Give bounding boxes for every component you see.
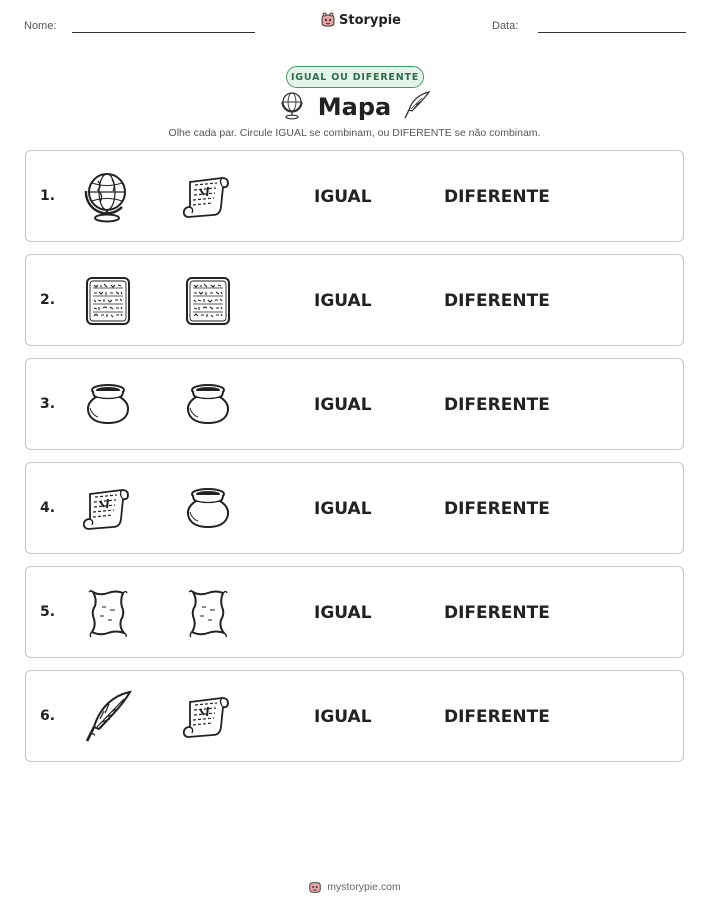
instructions: Olhe cada par. Circule IGUAL se combinam, ou DIFERENTE se não combinam. bbox=[168, 127, 541, 139]
name-field[interactable] bbox=[72, 32, 255, 33]
question-row-4 bbox=[25, 462, 684, 554]
option-diferente[interactable]: DIFERENTE bbox=[444, 187, 550, 207]
option-igual[interactable]: IGUAL bbox=[314, 291, 372, 311]
page-title: Mapa bbox=[317, 93, 392, 121]
pot-icon bbox=[180, 481, 236, 537]
option-diferente[interactable]: DIFERENTE bbox=[444, 499, 550, 519]
date-field[interactable] bbox=[538, 32, 686, 33]
question-number: 2. bbox=[40, 292, 56, 308]
question-number: 5. bbox=[40, 604, 56, 620]
title-row bbox=[0, 88, 709, 128]
question-row-1 bbox=[25, 150, 684, 242]
scroll-map-icon bbox=[180, 169, 236, 225]
question-row-5 bbox=[25, 566, 684, 658]
clay-tablet-icon bbox=[80, 273, 136, 329]
brand-logo bbox=[320, 12, 401, 28]
quill-icon bbox=[402, 90, 432, 120]
question-row-3 bbox=[25, 358, 684, 450]
name-label: Nome: bbox=[24, 20, 57, 32]
option-diferente[interactable]: DIFERENTE bbox=[444, 395, 550, 415]
category-badge: IGUAL OU DIFERENTE bbox=[286, 66, 424, 88]
option-igual[interactable]: IGUAL bbox=[314, 187, 372, 207]
footer-url[interactable]: mystorypie.com bbox=[327, 881, 401, 893]
option-diferente[interactable]: DIFERENTE bbox=[444, 707, 550, 727]
quill-icon bbox=[80, 689, 136, 745]
question-row-6 bbox=[25, 670, 684, 762]
globe-icon bbox=[80, 169, 136, 225]
option-diferente[interactable]: DIFERENTE bbox=[444, 291, 550, 311]
storypie-mascot-icon bbox=[320, 12, 336, 28]
footer bbox=[0, 880, 709, 894]
parchment-icon bbox=[180, 585, 236, 641]
option-diferente[interactable]: DIFERENTE bbox=[444, 603, 550, 623]
scroll-map-icon bbox=[80, 481, 136, 537]
question-number: 1. bbox=[40, 188, 56, 204]
scroll-map-icon bbox=[180, 689, 236, 745]
pot-icon bbox=[80, 377, 136, 433]
option-igual[interactable]: IGUAL bbox=[314, 603, 372, 623]
brand-name: Storypie bbox=[339, 12, 401, 28]
date-label: Data: bbox=[492, 20, 519, 32]
parchment-icon bbox=[80, 585, 136, 641]
clay-tablet-icon bbox=[180, 273, 236, 329]
option-igual[interactable]: IGUAL bbox=[314, 707, 372, 727]
option-igual[interactable]: IGUAL bbox=[314, 395, 372, 415]
storypie-mascot-icon bbox=[308, 880, 322, 894]
pot-icon bbox=[180, 377, 236, 433]
question-row-2 bbox=[25, 254, 684, 346]
option-igual[interactable]: IGUAL bbox=[314, 499, 372, 519]
question-number: 6. bbox=[40, 708, 56, 724]
question-number: 4. bbox=[40, 500, 56, 516]
question-number: 3. bbox=[40, 396, 56, 412]
